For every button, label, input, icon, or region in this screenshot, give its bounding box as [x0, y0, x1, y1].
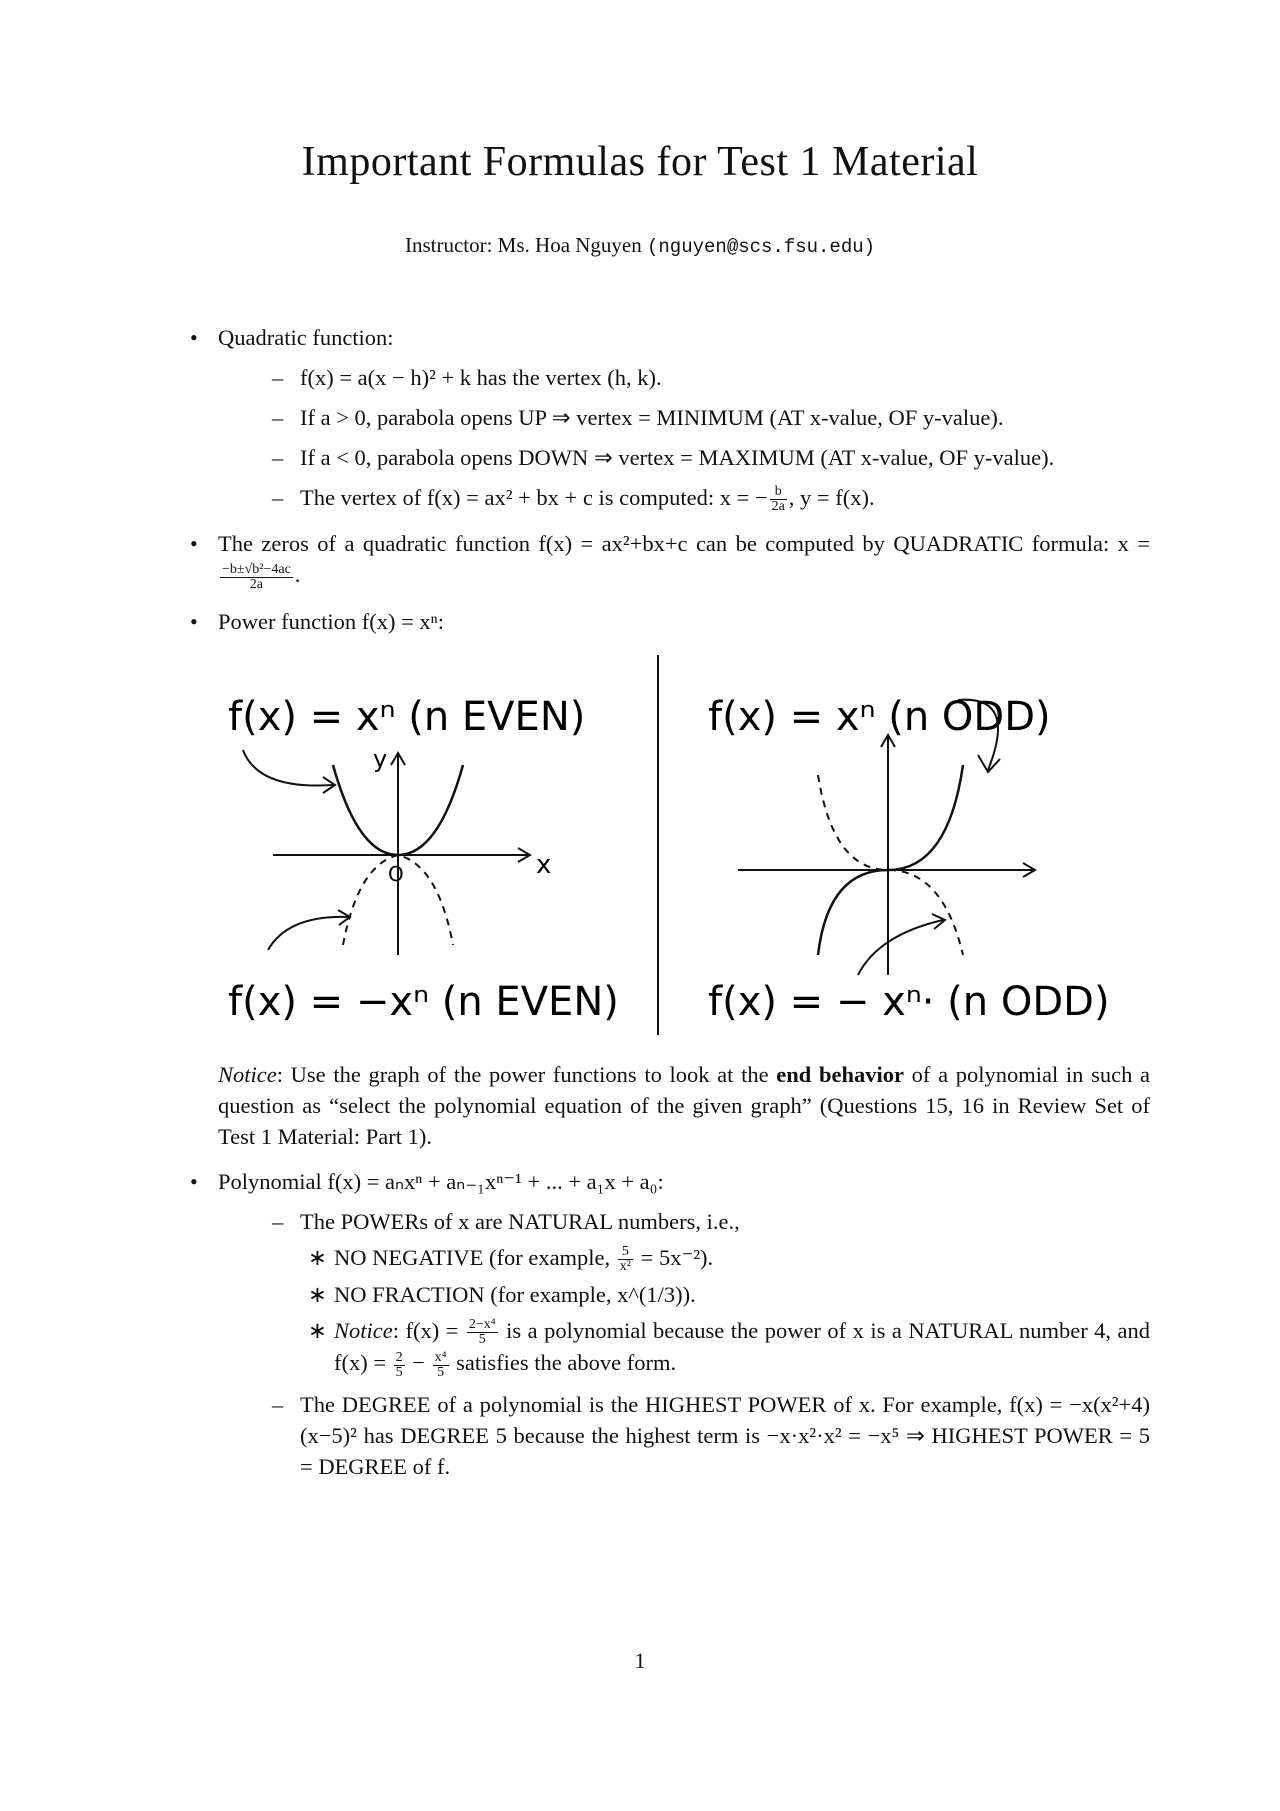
polynomial-notice-frac2-num: 2 — [395, 1349, 403, 1365]
no-negative-prefix: NO NEGATIVE (for example, — [334, 1244, 611, 1270]
a-negative-item: – If a < 0, parabola opens DOWN ⇒ vertex = MAXIMUM (AT x-value, OF y-value). — [218, 442, 1150, 473]
odd-negative-curve — [818, 775, 963, 955]
degree-item: – The DEGREE of a polynomial is the HIGHEST POWER of x. For example, f(x) = −x(x²+4)(x−5)² has DEGREE 5 because the highest term is −x·x²·x² = −x⁵ ⇒ HIGHEST POWER = 5 = DEGREE of f. — [218, 1389, 1150, 1482]
a-positive-item: – If a > 0, parabola opens UP ⇒ vertex = MINIMUM (AT x-value, OF y-value). — [218, 402, 1150, 433]
quadratic-section — [190, 322, 1150, 514]
polynomial-heading: • Polynomial f(x) = aₙxⁿ + aₙ₋₁xⁿ⁻¹ + ... + a₁x + a₀: — [218, 1168, 664, 1194]
powers-natural-item: – The POWERs of x are NATURAL numbers, i.e., — [218, 1206, 1150, 1237]
even-bottom-pointer-arrow — [268, 917, 348, 950]
instructor-email: (nguyen@scs.fsu.edu) — [647, 236, 876, 258]
page-number: 1 — [634, 1648, 646, 1673]
power-heading: • Power function f(x) = xⁿ: — [218, 608, 444, 634]
vertex-computed-item — [218, 482, 1150, 514]
no-negative-frac-den: x² — [619, 1259, 631, 1275]
polynomial-notice-item — [218, 1315, 1150, 1380]
power-graphs — [218, 655, 1138, 1045]
even-origin-label: O — [388, 861, 404, 886]
polynomial-notice-fraction-2 — [394, 1351, 405, 1380]
polynomial-notice-frac-num: 2−x⁴ — [468, 1317, 496, 1333]
odd-bottom-pointer-arrow — [858, 920, 943, 975]
polynomial-notice-prefix: : f(x) = — [392, 1318, 459, 1344]
no-negative-fraction — [618, 1245, 633, 1274]
notice-text-after: of a polynomial in such a question as “select the polynomial equation of the given graph” (Questions 15, 16 in Review Set of Test 1 Material: Part 1). — [218, 1061, 1151, 1149]
page-title: Important Formulas for Test 1 Material — [301, 139, 979, 185]
odd-bottom-label: f(x) = − xⁿ· (n ODD) — [708, 978, 1110, 1025]
notice-text-before: : Use the graph of the power functions to look at the — [276, 1061, 769, 1087]
zeros-section: • The zeros of a quadratic function f(x) = ax²+bx+c can be computed by QUADRATIC formula: x = $\frac{\text{−b±√b²−4ac}}{2a}$ . — [190, 528, 1150, 591]
even-top-pointer-arrow — [243, 750, 333, 786]
no-fraction-item: ∗ NO FRACTION (for example, x^(1/3)). — [218, 1279, 1150, 1310]
odd-top-arrowhead-icon — [978, 755, 1000, 772]
power-function-figure — [218, 655, 1138, 1045]
polynomial-notice-mid: is a polynomial because the power of x is a NATURAL number 4, and f(x) = — [334, 1318, 1151, 1376]
vertex-frac-num: b — [770, 485, 787, 500]
polynomial-notice-fraction-3 — [433, 1351, 449, 1380]
vertex-form-item: – f(x) = a(x − h)² + k has the vertex (h, k). — [218, 362, 1150, 393]
zeros-text: The zeros of a quadratic function f(x) = ax²+bx+c can be computed by QUADRATIC formula: x = — [218, 531, 1150, 557]
no-negative-frac-num: 5 — [618, 1245, 633, 1260]
power-section — [190, 606, 1150, 1045]
polynomial-notice-frac3-den: 5 — [437, 1364, 445, 1380]
odd-positive-curve — [818, 765, 963, 955]
vertex-computed-prefix: The vertex of f(x) = ax² + bx + c is computed: x = − — [300, 485, 768, 510]
polynomial-notice-minus: − — [412, 1350, 425, 1376]
even-x-label: x — [536, 849, 552, 880]
polynomial-notice-frac-den: 5 — [478, 1332, 486, 1348]
quadratic-formula-den: 2a — [249, 576, 263, 592]
quadratic-formula-fraction — [220, 563, 293, 592]
quadratic-heading: • Quadratic function: — [218, 325, 394, 350]
no-negative-item — [218, 1242, 1150, 1274]
vertex-computed-suffix: , y = f(x). — [788, 485, 875, 510]
notice-bold: end behavior — [776, 1061, 904, 1087]
no-negative-suffix: = 5x⁻²). — [640, 1244, 714, 1270]
even-y-label: y — [373, 744, 388, 773]
polynomial-notice-end: satisfies the above form. — [456, 1350, 677, 1376]
polynomial-notice-frac2-den: 5 — [395, 1364, 403, 1380]
even-bottom-label: f(x) = −xⁿ (n EVEN) — [228, 978, 619, 1025]
notice-label: Notice — [218, 1061, 277, 1087]
instructor-name: Instructor: Ms. Hoa Nguyen — [404, 233, 642, 257]
polynomial-notice-frac3-num: x⁴ — [434, 1349, 447, 1365]
quadratic-formula-num: −b±√b²−4ac — [222, 561, 291, 577]
even-top-label: f(x) = xⁿ (n EVEN) — [228, 693, 586, 740]
instructor-line — [0, 233, 1280, 258]
polynomial-notice-label: Notice — [334, 1318, 393, 1344]
main-content — [190, 322, 1150, 1496]
notice-paragraph — [190, 1059, 1150, 1152]
odd-top-label: f(x) = xⁿ (n ODD) — [708, 693, 1051, 740]
vertex-frac-den: 2a — [771, 499, 785, 515]
polynomial-notice-fraction — [467, 1318, 498, 1347]
vertex-fraction — [770, 485, 787, 514]
polynomial-section — [190, 1166, 1150, 1482]
